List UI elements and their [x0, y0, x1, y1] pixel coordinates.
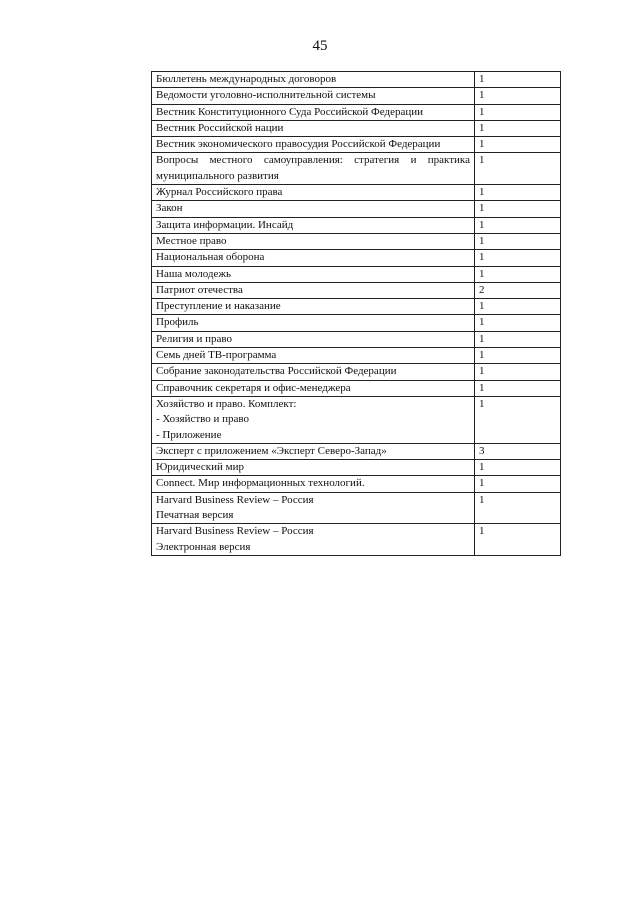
copies-count: 1 [475, 72, 561, 88]
copies-count: 1 [475, 185, 561, 201]
table-row [152, 396, 561, 443]
copies-count: 1 [475, 137, 561, 153]
periodical-title: Собрание законодательства Российской Федерации [152, 364, 475, 380]
periodical-title: Юридический мир [152, 460, 475, 476]
periodical-title: Преступление и наказание [152, 299, 475, 315]
copies-count: 3 [475, 443, 561, 459]
copies-count: 1 [475, 380, 561, 396]
table-row [152, 299, 561, 315]
periodical-title: Вестник Конституционного Суда Российской Федерации [152, 104, 475, 120]
table-row [152, 185, 561, 201]
table-row [152, 524, 561, 556]
copies-count: 1 [475, 315, 561, 331]
periodical-title: Эксперт с приложением «Эксперт Северо-Запад» [152, 443, 475, 459]
periodical-title: Профиль [152, 315, 475, 331]
table-row [152, 120, 561, 136]
table-row [152, 137, 561, 153]
periodical-title: Ведомости уголовно-исполнительной системы [152, 88, 475, 104]
table-row [152, 250, 561, 266]
copies-count: 1 [475, 104, 561, 120]
periodical-title: Справочник секретаря и офис-менеджера [152, 380, 475, 396]
page-number: 45 [312, 38, 328, 54]
periodical-title: Harvard Business Review – Россия Электронная версия [152, 524, 475, 556]
periodical-title: Семь дней ТВ-программа [152, 348, 475, 364]
periodicals-table [151, 71, 561, 556]
table-row [152, 266, 561, 282]
copies-count: 1 [475, 120, 561, 136]
periodical-title: Вестник экономического правосудия Российской Федерации [152, 137, 475, 153]
copies-count: 1 [475, 476, 561, 492]
table-row [152, 492, 561, 524]
table-row [152, 315, 561, 331]
table-row [152, 233, 561, 249]
copies-count: 1 [475, 348, 561, 364]
copies-count: 1 [475, 201, 561, 217]
copies-count: 1 [475, 153, 561, 185]
periodical-title: Защита информации. Инсайд [152, 217, 475, 233]
copies-count: 1 [475, 364, 561, 380]
periodical-title: Бюллетень международных договоров [152, 72, 475, 88]
table-row [152, 364, 561, 380]
table-row [152, 380, 561, 396]
copies-count: 1 [475, 299, 561, 315]
periodical-title: Журнал Российского права [152, 185, 475, 201]
table-row [152, 348, 561, 364]
copies-count: 1 [475, 250, 561, 266]
periodical-title: Connect. Мир информационных технологий. [152, 476, 475, 492]
periodical-title: Harvard Business Review – Россия Печатная версия [152, 492, 475, 524]
copies-count: 1 [475, 396, 561, 443]
copies-count: 1 [475, 524, 561, 556]
table-row [152, 72, 561, 88]
table-row [152, 476, 561, 492]
periodical-title: Национальная оборона [152, 250, 475, 266]
periodical-title: Хозяйство и право. Комплект: - Хозяйство и право - Приложение [152, 396, 475, 443]
table-row [152, 104, 561, 120]
copies-count: 1 [475, 233, 561, 249]
periodical-title: Религия и право [152, 331, 475, 347]
table-row [152, 88, 561, 104]
table-row [152, 217, 561, 233]
table-row [152, 331, 561, 347]
copies-count: 2 [475, 282, 561, 298]
copies-count: 1 [475, 217, 561, 233]
copies-count: 1 [475, 331, 561, 347]
periodical-title: Закон [152, 201, 475, 217]
table-row [152, 153, 561, 185]
table-row [152, 443, 561, 459]
table-row [152, 201, 561, 217]
periodical-title: Вопросы местного самоуправления: стратегия и практика муниципального развития [152, 153, 475, 185]
periodical-title: Местное право [152, 233, 475, 249]
table-row [152, 460, 561, 476]
periodical-title: Патриот отечества [152, 282, 475, 298]
periodical-title: Наша молодежь [152, 266, 475, 282]
copies-count: 1 [475, 266, 561, 282]
copies-count: 1 [475, 460, 561, 476]
table-row [152, 282, 561, 298]
periodical-title: Вестник Российской нации [152, 120, 475, 136]
copies-count: 1 [475, 88, 561, 104]
copies-count: 1 [475, 492, 561, 524]
